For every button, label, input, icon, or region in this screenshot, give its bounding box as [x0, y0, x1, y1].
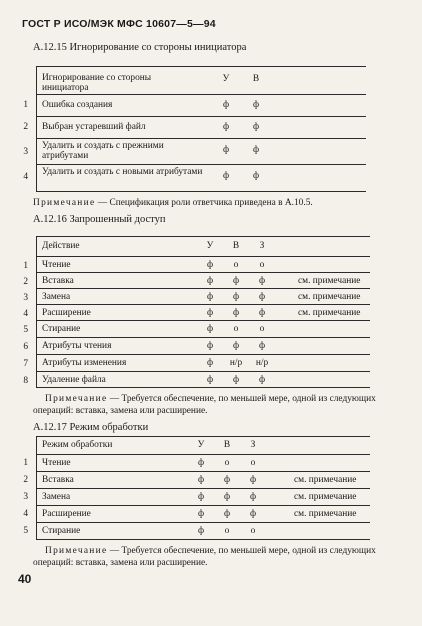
row-number: 2 [23, 122, 28, 132]
section-title-a12-16: А.12.16 Запрошенный доступ [33, 214, 166, 225]
document-header: ГОСТ Р ИСО/МЭК МФС 10607—5—94 [22, 18, 216, 30]
table-row: Чтение ф о о [36, 454, 370, 472]
row-number: 1 [23, 458, 28, 468]
row-number: 7 [23, 359, 28, 369]
row-number: 3 [23, 492, 28, 502]
row-number: 2 [23, 475, 28, 485]
table-processing-mode [36, 436, 370, 540]
row-number: 4 [23, 509, 28, 519]
table-header-row: Действие У В З [36, 236, 370, 257]
section-title-a12-17: А.12.17 Режим обработки [33, 422, 149, 433]
table-header-row [36, 66, 366, 95]
table-row: Выбран устаревший файл ф ф [36, 116, 366, 139]
table-row: Стирание ф о о [36, 320, 370, 338]
row-number: 5 [23, 325, 28, 335]
table-row: Расширение ф ф ф см. примечание [36, 304, 370, 321]
table-row: Удалить и создать с новыми атрибутами ф ф [36, 164, 366, 192]
row-number: 5 [23, 526, 28, 536]
note-a12-15: Примечание — Спецификация роли ответчика приведена в А.10.5. [33, 198, 313, 208]
table-initiator-ignore [36, 66, 366, 192]
row-number: 1 [23, 261, 28, 271]
note-a12-17: Примечание — Требуется обеспечение, по меньшей мере, одной из следующих операций: вставка, замена или расширение. [33, 546, 376, 568]
section-title-a12-15: А.12.15 Игнорирование со стороны инициатора [33, 42, 247, 53]
table-header-row: Режим обработки У В З [36, 436, 370, 455]
table-row: Удаление файла ф ф ф [36, 371, 370, 388]
table-requested-access [36, 236, 370, 388]
table-row: Вставка ф ф ф см. примечание [36, 471, 370, 489]
row-number: 8 [23, 376, 28, 386]
row-number: 6 [23, 342, 28, 352]
column-header-name: Игнорирование со стороны инициатора [42, 73, 152, 93]
table-row: Атрибуты чтения ф ф ф [36, 337, 370, 355]
table-row: Удалить и создать с прежними атрибутами ф ф [36, 138, 366, 165]
table-row: Ошибка создания ф ф [36, 94, 366, 117]
table-row: Стирание ф о о [36, 522, 370, 540]
note-a12-16: Примечание — Требуется обеспечение, по меньшей мере, одной из следующих операций: вставка, замена или расширение. [33, 394, 376, 416]
row-number: 4 [23, 172, 28, 182]
table-row: Замена ф ф ф см. примечание [36, 488, 370, 506]
table-row: Вставка ф ф ф см. примечание [36, 272, 370, 289]
row-number: 1 [23, 100, 28, 110]
row-number: 2 [23, 277, 28, 287]
column-header-y: У [222, 74, 230, 84]
page-number: 40 [18, 572, 32, 586]
column-header-v: В [252, 74, 260, 84]
row-number: 4 [23, 309, 28, 319]
table-row: Атрибуты изменения ф н/р н/р [36, 354, 370, 372]
row-number: 3 [23, 147, 28, 157]
table-row: Расширение ф ф ф см. примечание [36, 505, 370, 523]
row-number: 3 [23, 293, 28, 303]
table-row: Чтение ф о о [36, 256, 370, 273]
table-row: Замена ф ф ф см. примечание [36, 288, 370, 305]
